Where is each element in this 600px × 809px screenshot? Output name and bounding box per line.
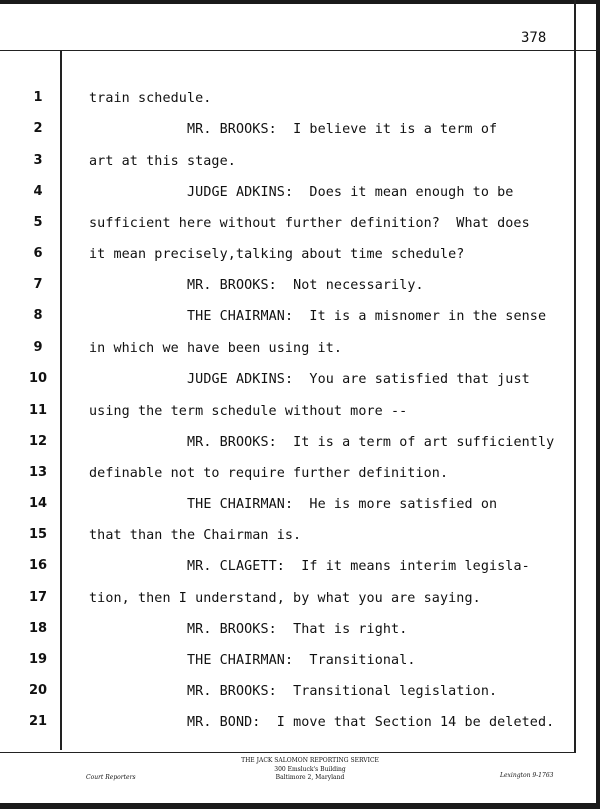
line-number: 11 — [28, 403, 48, 418]
footer-service-name: THE JACK SALOMON REPORTING SERVICE — [241, 757, 379, 764]
line-number: 16 — [28, 558, 48, 573]
transcript-line: THE CHAIRMAN: Transitional. — [187, 653, 416, 668]
line-number: 13 — [28, 465, 48, 480]
footer-city: Baltimore 2, Maryland — [275, 774, 345, 781]
line-number: 5 — [33, 215, 43, 230]
line-number: 2 — [33, 121, 43, 136]
transcript-line: MR. BROOKS: I believe it is a term of — [187, 122, 498, 137]
line-number: 6 — [33, 246, 43, 261]
line-number: 12 — [28, 434, 48, 449]
transcript-line: art at this stage. — [89, 154, 236, 169]
scan-edge-bottom — [0, 803, 600, 809]
page-number: 378 — [521, 30, 547, 46]
line-number: 15 — [28, 527, 48, 542]
transcript-line: using the term schedule without more -- — [89, 404, 408, 419]
transcript-line: it mean precisely,talking about time schedule? — [89, 247, 465, 262]
transcript-line: tion, then I understand, by what you are saying. — [89, 591, 481, 606]
transcript-line: MR. CLAGETT: If it means interim legisla- — [187, 559, 530, 574]
line-number: 9 — [33, 340, 43, 355]
transcript-line: MR. BROOKS: Not necessarily. — [187, 278, 424, 293]
transcript-line: MR. BROOKS: That is right. — [187, 622, 408, 637]
line-number: 4 — [33, 184, 43, 199]
scan-edge-right — [596, 0, 600, 809]
transcript-line: definable not to require further definition. — [89, 466, 449, 481]
right-margin-rule — [574, 0, 576, 752]
transcript-line: MR. BROOKS: Transitional legislation. — [187, 684, 498, 699]
left-margin-rule — [60, 50, 62, 750]
line-number: 20 — [28, 683, 48, 698]
transcript-line: THE CHAIRMAN: It is a misnomer in the sense — [187, 309, 547, 324]
line-number: 1 — [33, 90, 43, 105]
transcript-line: sufficient here without further definition? What does — [89, 216, 530, 231]
transcript-line: THE CHAIRMAN: He is more satisfied on — [187, 497, 498, 512]
footer-rule — [0, 752, 576, 753]
line-number: 8 — [33, 308, 43, 323]
transcript-line: in which we have been using it. — [89, 341, 343, 356]
footer-court-reporters: Court Reporters — [86, 774, 136, 781]
line-number: 10 — [28, 371, 48, 386]
top-rule — [0, 50, 600, 51]
line-number: 14 — [28, 496, 48, 511]
line-number: 3 — [33, 153, 43, 168]
line-number: 17 — [28, 590, 48, 605]
line-number: 7 — [33, 277, 43, 292]
line-number: 18 — [28, 621, 48, 636]
line-number: 19 — [28, 652, 48, 667]
transcript-line: that than the Chairman is. — [89, 528, 302, 543]
footer-phone: Lexington 9-1763 — [500, 772, 554, 779]
transcript-line: train schedule. — [89, 91, 212, 106]
transcript-line: MR. BROOKS: It is a term of art sufficiently — [187, 435, 555, 450]
line-number: 21 — [28, 714, 48, 729]
transcript-line: JUDGE ADKINS: Does it mean enough to be — [187, 185, 514, 200]
footer-building: 300 Emsluck's Building — [274, 766, 346, 773]
scan-edge-top — [0, 0, 600, 4]
transcript-line: JUDGE ADKINS: You are satisfied that just — [187, 372, 530, 387]
transcript-line: MR. BOND: I move that Section 14 be deleted. — [187, 715, 555, 730]
